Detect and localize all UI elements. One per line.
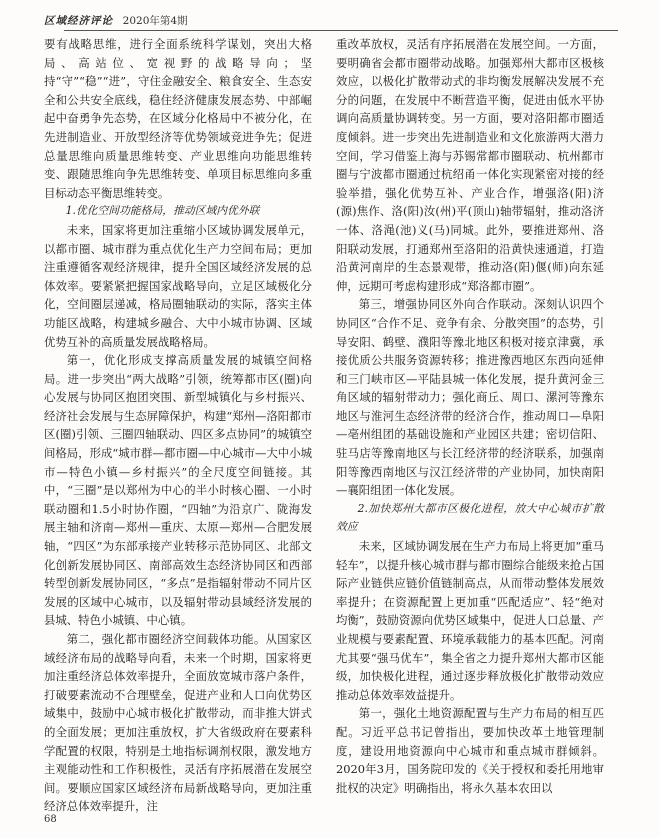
paragraph: 第二，强化都市圈经济空间载体功能。从国家区域经济布局的战略导向看，未来一个时期，国家将更加注重经济总体效率提升，全面放宽城市落户条件，打破要素流动不合理壁垒，促进产业和人口向优势区域集中，鼓励中心城市极化扩散带动，而非推大饼式的全面发展；更加注重放权，扩大省级政府在要素科学配置的权限，特别是土地指标调剂权限，激发地方主观能动性和工作积极性，灵活有序拓展潜在发展空间。要顺应国家区域经济布局新战略导向，更加注重经济总体效率提升，注 <box>44 632 312 814</box>
issue-label: 2020年第4期 <box>122 15 188 27</box>
paragraph: 第一，强化土地资源配置与生产力布局的相互匹配。习近平总书记曾指出，要加快改革土地管理制度，建设用地资源向中心城市和重点城市群倾斜。2020年3月，国务院印发的《关于授权和委托用地审批权的决定》明确指出，将永久基本农田以 <box>336 706 604 795</box>
header-rule <box>64 30 618 31</box>
paragraph: 重改革放权，灵活有序拓展潜在发展空间。一方面，要明确省会都市圈带动战略。加强郑州大都市区极核效应，以极化扩散带动式的非均衡发展解决发展不充分的问题，在发展中不断营造平衡，促进由低水平协调向高质量协调转变。另一方面，要对洛阳都市圈适度倾斜。进一步突出先进制造业和文化旅游两大潜力空间，学习借鉴上海与苏锡常都市圈联动、杭州都市圈与宁波都市圈通过杭绍甬一体化实现紧密对接的经验举措，强化优势互补、产业合作，增强洛(阳)济(源)焦作、洛(阳)汝(州)平(顶山)轴带辐射，推动洛济一体、洛渑(池)义(马)同城。此外，要推进郑州、洛阳联动发展，打通郑州至洛阳的沿黄快速通道，打造沿黄河南岸的生态景观带，推动洛(阳)偃(师)向东延伸，远期可考虑构建形成“郑洛都市圈”。 <box>336 37 604 293</box>
paragraph: 未来，区域协调发展在生产力布局上将更加“重马轻车”，以提升核心城市群与都市圈综合能级来抢占国际产业链供应链价值链制高点，从而带动整体发展效率提升；在资源配置上更加重“匹配适应”、轻“绝对均衡”，鼓励资源向优势区域集中，促进人口总量、产业规模与要素配置、环境承载能力的基本匹配。河南尤其要“强马优车”，集全省之力提升郑州大都市区能级，加快极化进程，通过逐步释放极化扩散带动效应推动总体效率效益提升。 <box>336 539 604 702</box>
section-heading: 2.加快郑州大都市区极化进程，放大中心城市扩散效应 <box>336 501 604 534</box>
paragraph: 未来，国家将更加注重缩小区域协调发展单元，以都市圈、城市群为重点优化生产力空间布局；更加注重遵循客观经济规律，提升全国区域经济发展的总体效率。要紧紧把握国家战略导向，立足区域极化分化，空间圈层递减，格局圈轴联动的实际，落实主体功能区战略，构建城乡融合、大中小城市协调、区域优势互补的高质量发展战略格局。 <box>44 222 312 349</box>
section-heading: 1.优化空间功能格局，推动区域内优外联 <box>65 204 260 218</box>
paragraph: 要有战略思维，进行全面系统科学谋划，突出大格局、高站位、宽视野的战略导向；坚持“守”“稳”“进”，守住金融安全、粮食安全、生态安全和公共安全底线，稳住经济健康发展态势、中部崛起中奋勇争先态势，在区域分化格局中不被分化，在先进制造业、开放型经济等优势领域竞进争先；促进总量思维向质量思维转变、产业思维向功能思维转变、跟随思维向争先思维转变、单项目标思维向多重目标动态平衡思维转变。 <box>44 37 312 200</box>
right-column <box>336 35 604 797</box>
paragraph: 第三，增强协同区外向合作联动。深刻认识四个协同区“合作不足、竞争有余、分散突围”的态势，引导安阳、鹤壁、濮阳等豫北地区积极对接京津冀，承接优质公共服务资源转移；推进豫西地区东西向延伸和三门峡市区—平陆县城一体化发展，提升黄河金三角区域的辐射带动力；强化商丘、周口、漯河等豫东地区与淮河生态经济带的经济合作，推动周口—阜阳—亳州组团的基础设施和产业园区共建；密切信阳、驻马店等豫南地区与长江经济带的经济联系，加强南阳等豫西南地区与汉江经济带的产业协同，加快南阳—襄阳组团一体化发展。 <box>336 297 604 498</box>
journal-name: 区域经济评论 <box>44 15 113 27</box>
running-header <box>44 13 616 29</box>
paragraph: 第一，优化形成支撑高质量发展的城镇空间格局。进一步突出“两大战略”引领，统筹都市区(圈)向心发展与协同区抱团突围、新型城镇化与乡村振兴、经济社会发展与生态屏障保护，构建“郑州—洛阳都市区(圈)引领、三圈四轴联动、四区多点协同”的城镇空间格局，形成“城市群—都市圈—中心城市—大中小城市—特色小镇—乡村振兴”的全尺度空间链接。其中，“三圈”是以郑州为中心的半小时核心圈、一小时联动圈和1.5小时协作圈，“四轴”为沿京广、陇海发展主轴和济南—郑州—重庆、太原—郑州—合肥发展轴，“四区”为东部承接产业转移示范协同区、北部文化创新发展协同区、南部高效生态经济协同区和西部转型创新发展协同区，“多点”是指辐射带动不同片区发展的区域中心城市，以及辐射带动县域经济发展的县城、特色小城镇、中心镇。 <box>44 353 312 628</box>
left-column <box>44 35 312 816</box>
page-number: 68 <box>44 814 57 825</box>
